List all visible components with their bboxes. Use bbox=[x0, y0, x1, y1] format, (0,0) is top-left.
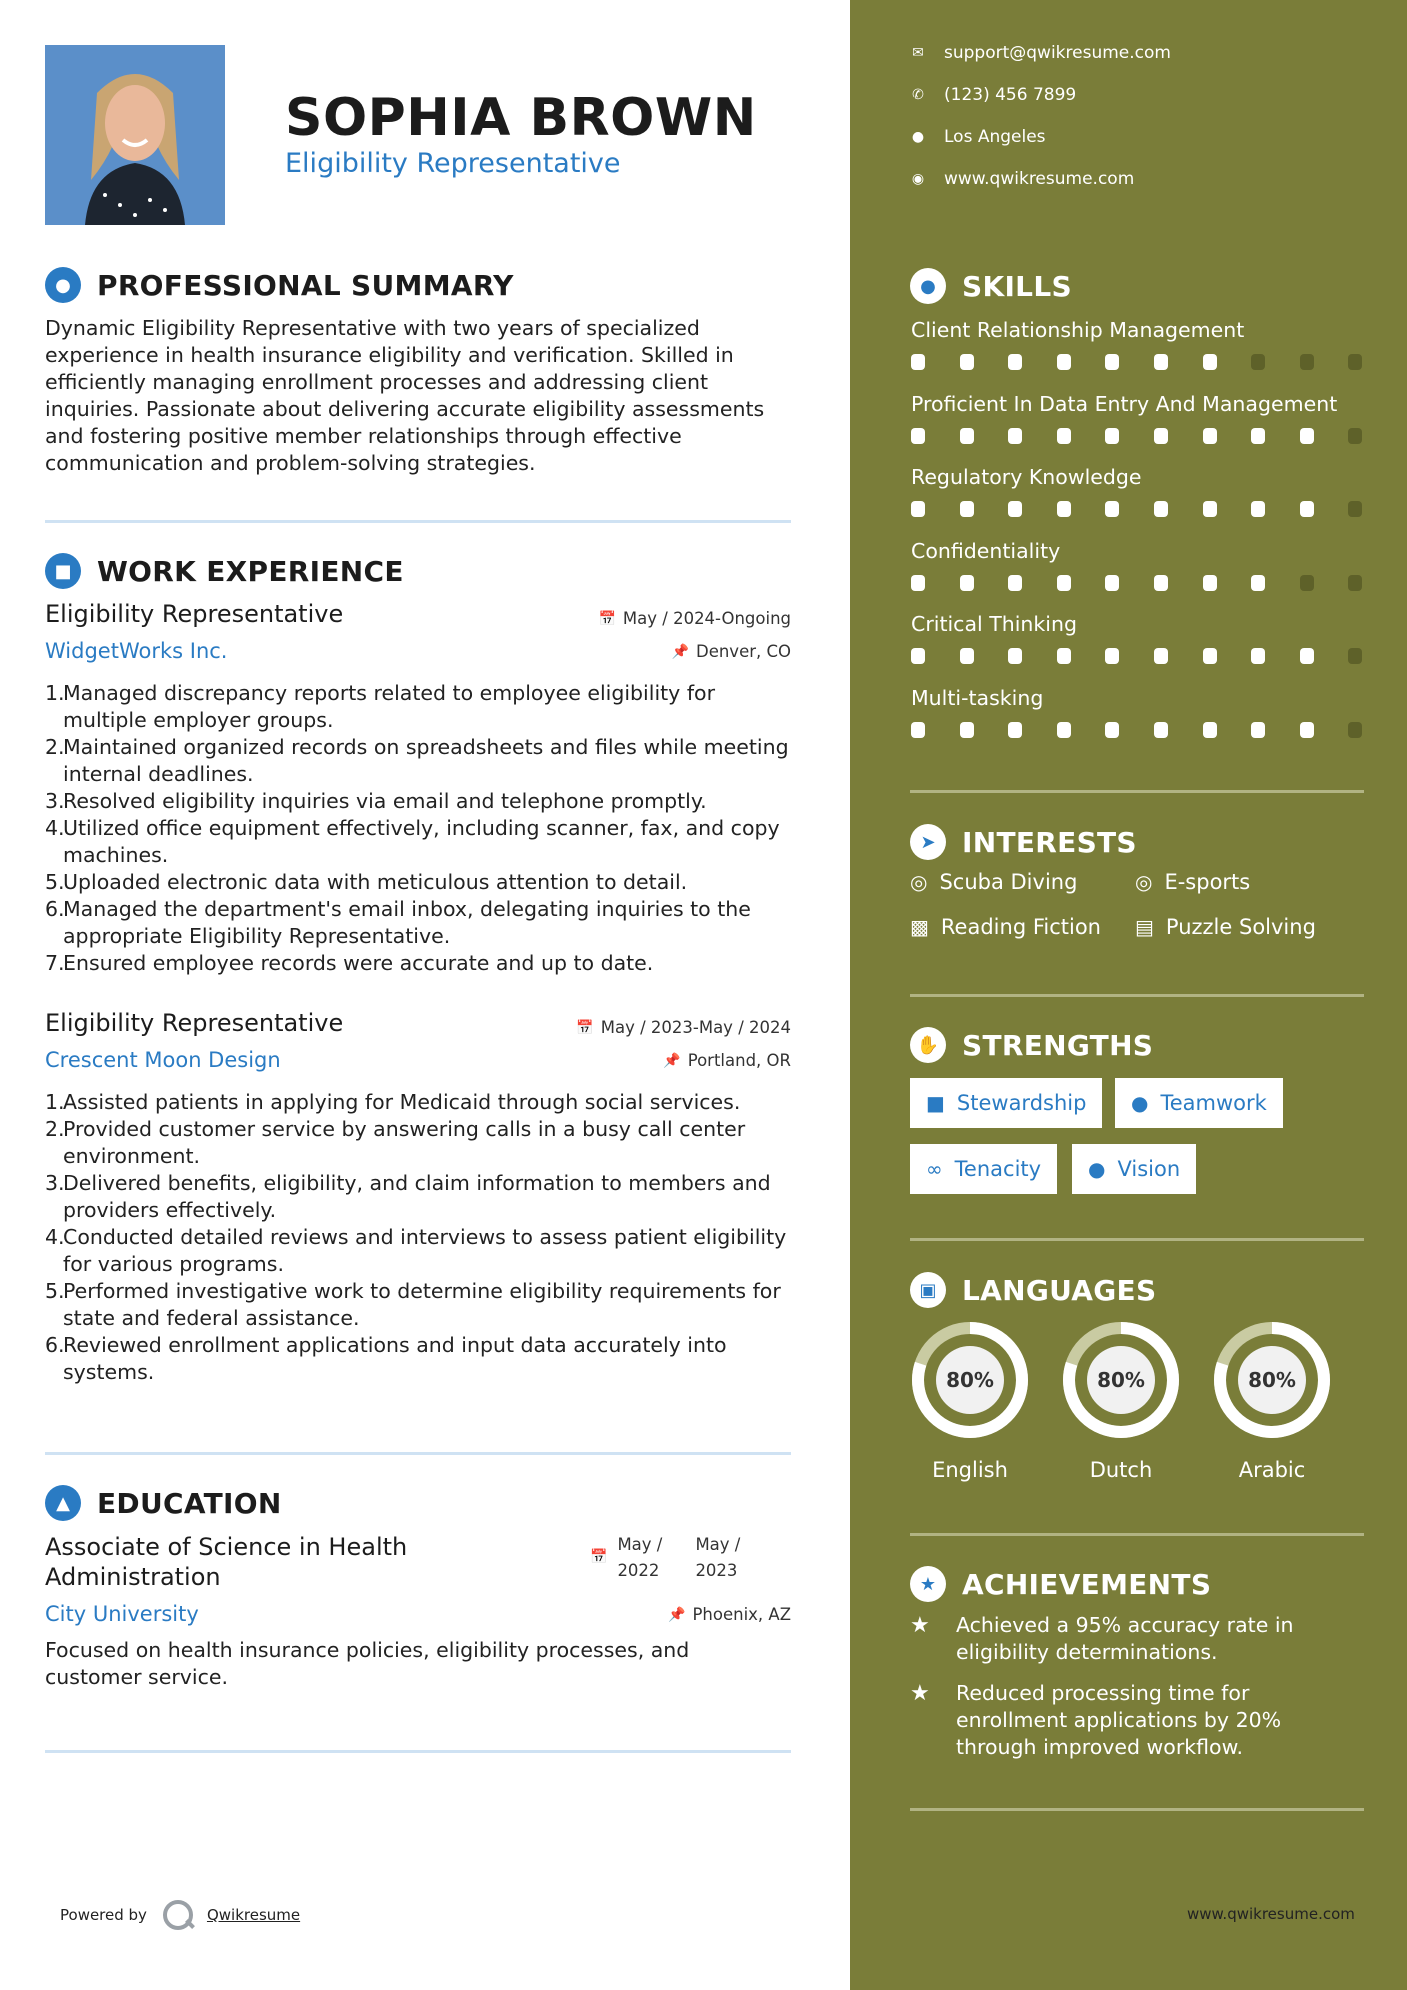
rating-dot-filled bbox=[1251, 428, 1265, 444]
job-dates bbox=[576, 1018, 791, 1037]
education-location bbox=[668, 1605, 791, 1624]
list-item: 6. Reviewed enrollment applications and input data accurately into systems. bbox=[45, 1333, 727, 1384]
strength-chip: ● Vision bbox=[1072, 1144, 1196, 1194]
rating-dot-filled bbox=[960, 428, 974, 444]
contact-email[interactable]: ✉ support@qwikresume.com bbox=[910, 43, 1171, 63]
life-ring-icon: ◎ bbox=[1135, 870, 1153, 894]
section-divider bbox=[910, 1533, 1364, 1536]
skill-name: Multi-tasking bbox=[911, 685, 1044, 710]
rating-dot-filled bbox=[911, 575, 925, 591]
list-item: 5. Performed investigative work to determine eligibility requirements for state and federal assistance. bbox=[45, 1279, 781, 1330]
lightbulb-icon: ● bbox=[910, 268, 946, 304]
rating-dot-empty bbox=[1348, 575, 1362, 591]
rating-dot-filled bbox=[1154, 428, 1168, 444]
rating-dot-filled bbox=[960, 501, 974, 517]
interest-item: ◎ E-sports bbox=[1135, 870, 1251, 894]
list-item: 5. Uploaded electronic data with meticulous attention to detail. bbox=[45, 870, 688, 894]
interest-item: ▤ Puzzle Solving bbox=[1135, 915, 1316, 939]
rating-dot-empty bbox=[1348, 354, 1362, 370]
rating-dot-filled bbox=[960, 354, 974, 370]
rating-dot-filled bbox=[1105, 648, 1119, 664]
language-percent: 80% bbox=[1097, 1368, 1145, 1392]
rating-dot-filled bbox=[911, 722, 925, 738]
skill-rating bbox=[911, 722, 1397, 738]
achievements-heading: ★ ACHIEVEMENTS bbox=[910, 1566, 1211, 1602]
interest-item: ▩ Reading Fiction bbox=[910, 915, 1101, 939]
education-dates: 📅 May / 2022 May / 2023 bbox=[590, 1532, 773, 1584]
binoculars-icon: ● bbox=[1088, 1157, 1106, 1181]
job-duties-list bbox=[45, 680, 795, 977]
contact-location: ● Los Angeles bbox=[911, 127, 1046, 147]
list-item: 7. Ensured employee records were accurate and up to date. bbox=[45, 951, 654, 975]
rating-dot-empty bbox=[1348, 722, 1362, 738]
rating-dot-filled bbox=[1203, 354, 1217, 370]
language-gauge bbox=[1210, 1318, 1334, 1442]
section-divider bbox=[910, 1808, 1364, 1811]
contact-phone[interactable]: ✆ (123) 456 7899 bbox=[910, 85, 1076, 105]
contact-website[interactable]: ◉ www.qwikresume.com bbox=[911, 169, 1135, 189]
calendar-icon: 📅 bbox=[590, 1549, 608, 1565]
graduation-cap-icon: ▲ bbox=[45, 1485, 81, 1521]
list-item: 4. Conducted detailed reviews and interviews to assess patient eligibility for various programs. bbox=[45, 1225, 787, 1276]
language-name: Arabic bbox=[1238, 1458, 1306, 1482]
rating-dot-filled bbox=[1251, 722, 1265, 738]
strengths-heading: ✋ STRENGTHS bbox=[910, 1027, 1153, 1063]
book-icon: ▤ bbox=[1135, 915, 1154, 939]
list-item: 1. Assisted patients in applying for Medicaid through social services. bbox=[45, 1090, 741, 1114]
rating-dot-empty bbox=[1348, 648, 1362, 664]
life-ring-icon: ◎ bbox=[910, 870, 928, 894]
list-item: 3. Resolved eligibility inquiries via email and telephone promptly. bbox=[45, 789, 707, 813]
skill-name: Confidentiality bbox=[911, 538, 1061, 563]
rating-dot-empty bbox=[1300, 575, 1314, 591]
users-icon: ● bbox=[1131, 1091, 1149, 1115]
section-divider bbox=[910, 994, 1364, 997]
section-divider bbox=[45, 520, 791, 523]
star-badge-icon: ★ bbox=[910, 1566, 946, 1602]
strength-chip: ● Teamwork bbox=[1115, 1078, 1283, 1128]
job-dates-text: May / 2024-Ongoing bbox=[622, 609, 791, 628]
list-item: 3. Delivered benefits, eligibility, and claim information to members and providers effectively. bbox=[45, 1171, 771, 1222]
list-item: 2. Provided customer service by answering calls in a busy call center environment. bbox=[45, 1117, 746, 1168]
job-dates bbox=[598, 609, 791, 628]
list-item: 4. Utilized office equipment effectively, including scanner, fax, and copy machines. bbox=[45, 816, 780, 867]
globe-icon: ◉ bbox=[911, 171, 925, 187]
section-divider bbox=[910, 1238, 1364, 1241]
section-divider bbox=[910, 790, 1364, 793]
star-icon: ★ bbox=[910, 1681, 930, 1706]
profile-photo bbox=[45, 45, 225, 225]
pin-icon: 📌 bbox=[668, 1606, 686, 1623]
language-percent: 80% bbox=[946, 1368, 994, 1392]
rating-dot-filled bbox=[1203, 428, 1217, 444]
rating-dot-empty bbox=[1251, 354, 1265, 370]
brand-link[interactable]: Qwikresume bbox=[206, 1906, 301, 1924]
rating-dot-filled bbox=[1057, 354, 1071, 370]
job-company: Crescent Moon Design bbox=[45, 1048, 281, 1072]
rating-dot-filled bbox=[960, 575, 974, 591]
link-icon: ∞ bbox=[926, 1157, 943, 1181]
rating-dot-filled bbox=[1154, 575, 1168, 591]
rating-dot-filled bbox=[1008, 354, 1022, 370]
rating-dot-filled bbox=[1300, 428, 1314, 444]
map-marker-icon: ● bbox=[911, 129, 925, 145]
school-name: City University bbox=[45, 1602, 199, 1626]
languages-heading: ▣ LANGUAGES bbox=[910, 1272, 1156, 1308]
calendar-icon: 📅 bbox=[598, 610, 616, 627]
rating-dot-filled bbox=[1008, 648, 1022, 664]
rating-dot-filled bbox=[1057, 575, 1071, 591]
job-location-text: Denver, CO bbox=[695, 642, 791, 661]
rating-dot-filled bbox=[1300, 722, 1314, 738]
gamepad-icon: ▩ bbox=[910, 915, 929, 939]
star-icon: ★ bbox=[910, 1613, 930, 1638]
rating-dot-filled bbox=[1105, 501, 1119, 517]
language-item bbox=[1210, 1318, 1334, 1482]
calendar-icon: 📅 bbox=[576, 1019, 594, 1036]
achievement-item: ★ Reduced processing time for enrollment applications by 20% through improved workflow. bbox=[910, 1681, 1282, 1759]
candidate-name: SOPHIA BROWN bbox=[285, 88, 757, 148]
rating-dot-filled bbox=[1154, 722, 1168, 738]
rating-dot-filled bbox=[911, 354, 925, 370]
experience-title: WORK EXPERIENCE bbox=[97, 554, 404, 588]
rating-dot-filled bbox=[1105, 428, 1119, 444]
skill-rating bbox=[911, 575, 1397, 591]
strength-chip: ■ Stewardship bbox=[910, 1078, 1102, 1128]
envelope-icon: ✉ bbox=[912, 45, 924, 61]
candidate-role: Eligibility Representative bbox=[285, 148, 621, 179]
pin-icon: 📌 bbox=[663, 1052, 681, 1069]
interest-item: ◎ Scuba Diving bbox=[910, 870, 1078, 894]
skills-heading: ● SKILLS bbox=[910, 268, 1072, 304]
rating-dot-filled bbox=[1251, 575, 1265, 591]
rating-dot-filled bbox=[960, 722, 974, 738]
language-icon: ▣ bbox=[910, 1272, 946, 1308]
pin-icon: 📌 bbox=[671, 643, 689, 660]
education-title: EDUCATION bbox=[97, 1486, 282, 1520]
rating-dot-filled bbox=[1300, 501, 1314, 517]
rating-dot-filled bbox=[1300, 648, 1314, 664]
rating-dot-filled bbox=[1154, 648, 1168, 664]
rating-dot-filled bbox=[1154, 354, 1168, 370]
language-name: English bbox=[932, 1458, 1008, 1482]
education-heading bbox=[45, 1485, 282, 1521]
summary-heading bbox=[45, 267, 514, 303]
briefcase-icon: ■ bbox=[45, 553, 81, 589]
footer-website[interactable]: www.qwikresume.com bbox=[1187, 1905, 1355, 1923]
job-location bbox=[672, 642, 791, 661]
rating-dot-filled bbox=[1105, 354, 1119, 370]
powered-by bbox=[60, 1900, 300, 1930]
summary-title: PROFESSIONAL SUMMARY bbox=[97, 268, 514, 302]
rating-dot-filled bbox=[1203, 575, 1217, 591]
qwikresume-logo-icon bbox=[163, 1900, 193, 1930]
rating-dot-filled bbox=[1008, 501, 1022, 517]
rating-dot-filled bbox=[911, 428, 925, 444]
job-title: Eligibility Representative bbox=[45, 600, 344, 628]
education-location-text: Phoenix, AZ bbox=[692, 1605, 791, 1624]
rating-dot-empty bbox=[1348, 428, 1362, 444]
list-item: 6. Managed the department's email inbox, delegating inquiries to the appropriate Eligibility Representative. bbox=[45, 897, 751, 948]
rating-dot-empty bbox=[1348, 501, 1362, 517]
language-item bbox=[908, 1318, 1032, 1482]
education-text: Focused on health insurance policies, eligibility processes, and customer service. bbox=[45, 1638, 690, 1689]
job-location-text: Portland, OR bbox=[687, 1051, 791, 1070]
rating-dot-empty bbox=[1300, 354, 1314, 370]
achievement-item: ★ Achieved a 95% accuracy rate in eligibility determinations. bbox=[910, 1613, 1294, 1664]
briefcase-icon: ■ bbox=[926, 1091, 945, 1115]
list-item: 2. Maintained organized records on spreadsheets and files while meeting internal deadlines. bbox=[45, 735, 789, 786]
language-item bbox=[1059, 1318, 1183, 1482]
degree-title: Associate of Science in Health Administration bbox=[45, 1533, 408, 1591]
rating-dot-filled bbox=[1251, 648, 1265, 664]
rating-dot-filled bbox=[1057, 428, 1071, 444]
user-icon: ● bbox=[45, 267, 81, 303]
rating-dot-filled bbox=[911, 648, 925, 664]
job-duties-list bbox=[45, 1089, 795, 1386]
job-location bbox=[663, 1051, 791, 1070]
skill-name: Critical Thinking bbox=[911, 612, 1077, 636]
language-gauge bbox=[908, 1318, 1032, 1442]
section-divider bbox=[45, 1452, 791, 1455]
fist-icon: ✋ bbox=[910, 1027, 946, 1063]
skill-rating bbox=[911, 501, 1397, 517]
skill-rating bbox=[911, 428, 1397, 444]
rating-dot-filled bbox=[1154, 501, 1168, 517]
rating-dot-filled bbox=[1203, 501, 1217, 517]
rating-dot-filled bbox=[1251, 501, 1265, 517]
rating-dot-filled bbox=[1057, 648, 1071, 664]
rating-dot-filled bbox=[911, 501, 925, 517]
job-dates-text: May / 2023-May / 2024 bbox=[600, 1018, 791, 1037]
skill-name: Client Relationship Management bbox=[911, 318, 1245, 342]
language-percent: 80% bbox=[1248, 1368, 1296, 1392]
list-item: 1. Managed discrepancy reports related to employee eligibility for multiple employer groups. bbox=[45, 681, 716, 732]
skill-rating bbox=[911, 354, 1397, 370]
interests-heading: ➤ INTERESTS bbox=[910, 824, 1137, 860]
job-title: Eligibility Representative bbox=[45, 1009, 344, 1037]
rating-dot-filled bbox=[1105, 575, 1119, 591]
strength-chip: ∞ Tenacity bbox=[910, 1144, 1057, 1194]
language-gauge bbox=[1059, 1318, 1183, 1442]
phone-icon: ✆ bbox=[912, 87, 924, 103]
rating-dot-filled bbox=[1203, 722, 1217, 738]
summary-text: Dynamic Eligibility Representative with two years of specialized experience in health insurance eligibility and verification. Skilled in efficiently managing enrollment processes and addressing client inquiries. Passionate about delivering accurate eligibility assessments and fostering positive member relationships through effective communication and problem-solving strategies. bbox=[45, 316, 765, 475]
skill-rating bbox=[911, 648, 1397, 664]
language-name: Dutch bbox=[1089, 1458, 1153, 1482]
skill-name: Regulatory Knowledge bbox=[911, 465, 1142, 489]
rating-dot-filled bbox=[1057, 722, 1071, 738]
rating-dot-filled bbox=[1008, 722, 1022, 738]
rating-dot-filled bbox=[1203, 648, 1217, 664]
job-company: WidgetWorks Inc. bbox=[45, 639, 228, 663]
rating-dot-filled bbox=[1008, 575, 1022, 591]
rating-dot-filled bbox=[1008, 428, 1022, 444]
section-divider bbox=[45, 1750, 791, 1753]
skill-name: Proficient In Data Entry And Management bbox=[911, 391, 1338, 416]
rating-dot-filled bbox=[1057, 501, 1071, 517]
rating-dot-filled bbox=[1105, 722, 1119, 738]
paper-plane-icon: ➤ bbox=[910, 824, 946, 860]
powered-by-label: Powered by bbox=[60, 1906, 147, 1924]
experience-heading bbox=[45, 553, 404, 589]
rating-dot-filled bbox=[960, 648, 974, 664]
